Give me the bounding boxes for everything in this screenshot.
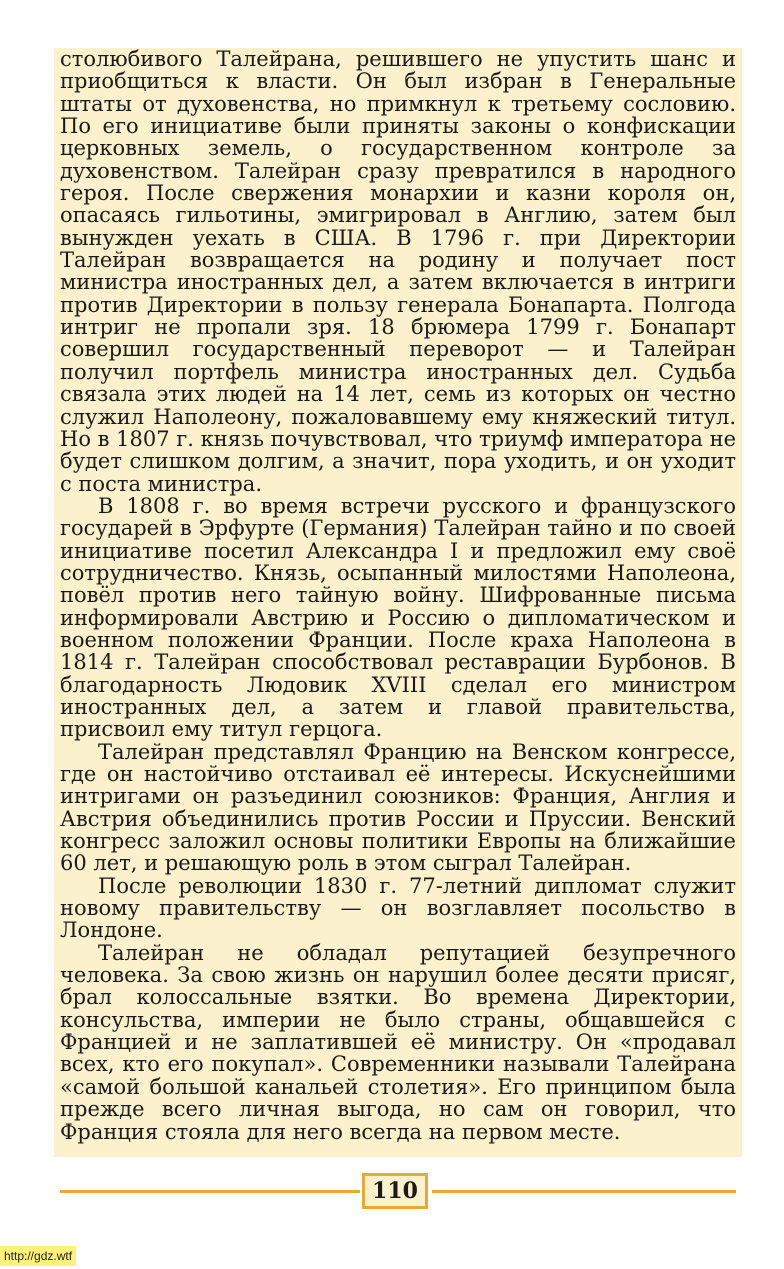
paragraph-1: столюбивого Талейрана, решившего не упустить шанс и приобщиться к власти. Он был избран в Генеральные штаты от духовенства, но примкнул к третьему сословию. По его инициативе были приняты законы о конфискации церковных земель, о государственном контроле за духовенством. Талейран сразу превратился в народного героя. После свержения монархии и казни короля он, опасаясь гильотины, эмигрировал в Англию, затем был вынужден уехать в США. В 1796 г. при Директории Талейран возвращается на родину и получает пост министра иностранных дел, а затем включается в интриги против Директории в пользу генерала Бонапарта. Полгода интриг не пропали зря. 18 брюмера 1799 г. Бонапарт совершил государственный переворот — и Талейран получил портфель министра иностранных дел. Судьба связала этих людей на 14 лет, семь из которых он честно служил Наполеону, пожаловавшему ему княжеский титул. Но в 1807 г. князь почувствовал, что триумф императора не будет слишком долгим, а значит, пора уходить, и он уходит с поста министра. bbox=[60, 47, 736, 496]
paragraph-3: Талейран представлял Францию на Венском конгрессе, где он настойчиво отстаивал её интересы. Искуснейшими интригами он разъединил союзников: Франция, Англия и Австрия объединились против России и Пруссии. Венский конгресс заложил основы политики Европы на ближайшие 60 лет, и решающую роль в этом сыграл Талейран. bbox=[60, 739, 736, 876]
paragraph-4: После революции 1830 г. 77-летний дипломат служит новому правительству — он возглавляет посольство в Лондоне. bbox=[60, 873, 736, 943]
main-text bbox=[60, 48, 736, 1143]
paragraph-2: В 1808 г. во время встречи русского и французского государей в Эрфурте (Германия) Талейран тайно и по своей инициативе посетил Александра I и предложил ему своё сотрудничество. Князь, осыпанный милостями Наполеона, повёл против него тайную войну. Шифрованные письма информировали Австрию и Россию о дипломатическом и военном положении Франции. После краха Наполеона в 1814 г. Талейран способствовал реставрации Бурбонов. В благодарность Людовик XVIII сделал его министром иностранных дел, а затем и главой правительства, присвоил ему титул герцога. bbox=[60, 493, 736, 742]
paragraph-5: Талейран не обладал репутацией безупречного человека. За свою жизнь он нарушил более десяти присяг, брал колоссальные взятки. Во времена Директории, консульства, империи не было страны, общавшейся с Францией и не заплатившей её министру. Он «продавал всех, кто его покупал». Современники называли Талейрана «самой большой канальей столетия». Его принципом была прежде всего личная выгода, но сам он говорил, что Франция стояла для него всегда на первом месте. bbox=[60, 940, 736, 1144]
footer-rule-right bbox=[432, 1190, 736, 1193]
page-number: 110 bbox=[362, 1173, 428, 1209]
watermark-link[interactable]: http://gdz.wtf bbox=[0, 1246, 76, 1266]
footer-rule-left bbox=[60, 1190, 360, 1193]
